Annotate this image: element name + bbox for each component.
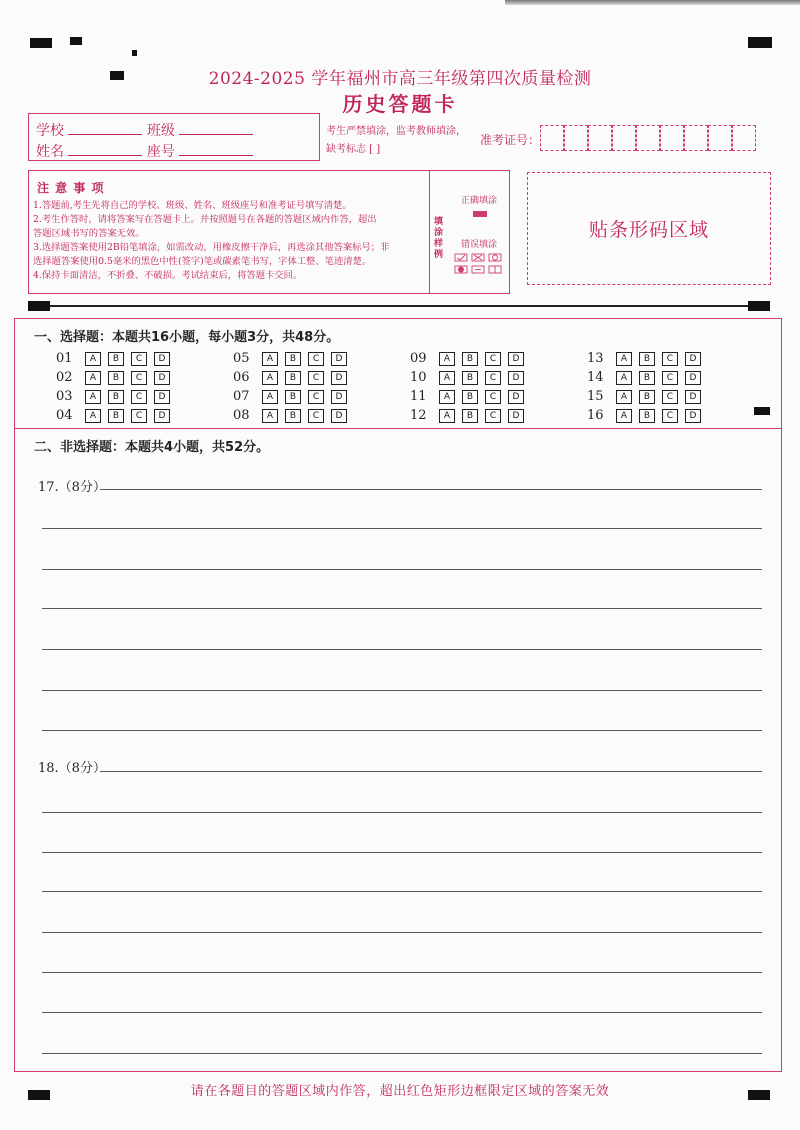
option-b[interactable]: B: [639, 390, 655, 404]
wrong-fill-label: 错误填涂: [461, 240, 498, 250]
answer-line[interactable]: [42, 972, 762, 973]
option-b[interactable]: B: [462, 390, 478, 404]
option-d[interactable]: D: [154, 352, 170, 366]
option-d[interactable]: D: [331, 390, 347, 404]
seat-field[interactable]: [179, 155, 253, 156]
option-d[interactable]: D: [508, 409, 524, 423]
notice-title: 注 意 事 项: [37, 181, 105, 195]
answer-line[interactable]: [42, 1053, 762, 1054]
answer-frame: [14, 318, 782, 1072]
option-a[interactable]: A: [262, 409, 278, 423]
option-a[interactable]: A: [439, 409, 455, 423]
choice-question: 01 A B C D: [56, 351, 233, 366]
choice-grid: [56, 351, 756, 423]
answer-line[interactable]: [42, 932, 762, 933]
notice-item: 3.选择题答案使用2B铅笔填涂，如需改动，用橡皮擦干净后，再选涂其他答案标号；非: [33, 242, 390, 253]
scan-edge-line: [505, 0, 800, 5]
notice-item: 选择题答案使用0.5毫米的黑色中性(签字)笔或碳素笔书写，字体工整、笔迹清楚。: [33, 256, 372, 267]
registration-mark: [30, 38, 52, 48]
option-a[interactable]: A: [262, 390, 278, 404]
answer-line[interactable]: [42, 690, 762, 691]
option-c[interactable]: C: [131, 371, 147, 385]
choice-question: 08 A B C D: [233, 408, 410, 423]
answer-line[interactable]: [42, 1012, 762, 1013]
sheet-subtitle: 历史答题卡: [342, 92, 458, 116]
option-b[interactable]: B: [285, 390, 301, 404]
footer-warning: 请在各题目的答题区域内作答，超出红色矩形边框限定区域的答案无效: [190, 1084, 610, 1099]
choice-question: 12 A B C D: [410, 408, 587, 423]
wrong-fill-samples: [453, 253, 505, 281]
option-c[interactable]: C: [662, 352, 678, 366]
option-c[interactable]: C: [485, 390, 501, 404]
option-b[interactable]: B: [285, 371, 301, 385]
notice-item: 2.考生作答时，请将答案写在答题卡上。并按照题号在各题的答题区域内作答，超出: [33, 214, 377, 225]
choice-question: 09 A B C D: [410, 351, 587, 366]
exam-id-grid[interactable]: [540, 125, 756, 151]
registration-mark: [748, 1090, 770, 1100]
option-c[interactable]: C: [485, 352, 501, 366]
sample-divider: [429, 171, 430, 293]
registration-mark: [754, 407, 770, 415]
notice-item: 1.答题前,考生先将自己的学校、班级、姓名、班级座号和准考证号填写清楚。: [33, 200, 352, 211]
option-c[interactable]: C: [131, 409, 147, 423]
seat-label: 座号: [146, 144, 175, 160]
choice-section-title: 一、选择题：本题共16小题，每小题3分，共48分。: [34, 330, 340, 345]
option-c[interactable]: C: [308, 409, 324, 423]
answer-line[interactable]: [42, 891, 762, 892]
sample-vertical-label: 填涂样例: [434, 217, 444, 260]
option-b[interactable]: B: [639, 409, 655, 423]
option-a[interactable]: A: [85, 409, 101, 423]
choice-question: 14 A B C D: [587, 370, 756, 385]
proctor-note: 考生严禁填涂，监考教师填涂， 缺考标志 [ ]: [326, 126, 466, 155]
option-c[interactable]: C: [131, 352, 147, 366]
option-c[interactable]: C: [485, 409, 501, 423]
nonchoice-section-title: 二、非选择题：本题共4小题，共52分。: [34, 440, 270, 455]
option-b[interactable]: B: [639, 371, 655, 385]
barcode-area: [527, 172, 771, 285]
exam-title: 2024-2025 学年福州市高三年级第四次质量检测: [208, 69, 592, 89]
absent-mark[interactable]: 缺考标志 [ ]: [326, 144, 381, 155]
option-c[interactable]: C: [662, 390, 678, 404]
correct-fill-sample: [473, 211, 487, 217]
answer-line[interactable]: [42, 649, 762, 650]
option-b[interactable]: B: [108, 390, 124, 404]
option-d[interactable]: D: [331, 409, 347, 423]
option-a[interactable]: A: [616, 371, 632, 385]
choice-question: 07 A B C D: [233, 389, 410, 404]
question-17-label: 17.（8分）: [38, 480, 106, 495]
option-b[interactable]: B: [285, 352, 301, 366]
option-d[interactable]: D: [685, 409, 701, 423]
option-d[interactable]: D: [508, 352, 524, 366]
choice-question: 16 A B C D: [587, 408, 756, 423]
option-a[interactable]: A: [262, 352, 278, 366]
choice-question: 06 A B C D: [233, 370, 410, 385]
registration-mark: [70, 37, 82, 45]
option-a[interactable]: A: [439, 352, 455, 366]
option-c[interactable]: C: [308, 390, 324, 404]
answer-line[interactable]: [42, 528, 762, 529]
choice-question: 05 A B C D: [233, 351, 410, 366]
answer-line[interactable]: [42, 812, 762, 813]
answer-line[interactable]: [42, 569, 762, 570]
student-info-box: [28, 113, 320, 161]
choice-question: 02 A B C D: [56, 370, 233, 385]
class-field[interactable]: [179, 134, 253, 135]
option-a[interactable]: A: [439, 371, 455, 385]
registration-mark: [28, 301, 50, 311]
name-label: 姓名: [36, 144, 64, 160]
option-b[interactable]: B: [639, 352, 655, 366]
choice-question: 04 A B C D: [56, 408, 233, 423]
choice-question: 03 A B C D: [56, 389, 233, 404]
option-c[interactable]: C: [662, 371, 678, 385]
choice-question: 11 A B C D: [410, 389, 587, 404]
option-a[interactable]: A: [262, 371, 278, 385]
option-d[interactable]: D: [331, 352, 347, 366]
option-c[interactable]: C: [131, 390, 147, 404]
option-b[interactable]: B: [462, 352, 478, 366]
option-a[interactable]: A: [85, 352, 101, 366]
name-field[interactable]: [68, 155, 142, 156]
school-field[interactable]: [68, 134, 142, 135]
answer-line[interactable]: [42, 608, 762, 609]
option-b[interactable]: B: [285, 409, 301, 423]
answer-line[interactable]: [100, 771, 762, 772]
choice-question: 13 A B C D: [587, 351, 756, 366]
notice-item: 答题区域书写的答案无效。: [33, 228, 145, 239]
option-a[interactable]: A: [616, 390, 632, 404]
option-d[interactable]: D: [685, 352, 701, 366]
option-d[interactable]: D: [508, 371, 524, 385]
option-c[interactable]: C: [485, 371, 501, 385]
option-c[interactable]: C: [662, 409, 678, 423]
option-d[interactable]: D: [154, 371, 170, 385]
option-b[interactable]: B: [108, 352, 124, 366]
section-divider: [14, 428, 782, 429]
barcode-label: 贴条形码区域: [588, 219, 709, 241]
option-a[interactable]: A: [616, 409, 632, 423]
exam-id-label: 准考证号：: [480, 133, 541, 147]
separator-line: [50, 305, 748, 307]
answer-line[interactable]: [42, 730, 762, 731]
option-c[interactable]: C: [308, 371, 324, 385]
registration-mark: [748, 37, 772, 48]
answer-line[interactable]: [42, 852, 762, 853]
option-d[interactable]: D: [685, 371, 701, 385]
notice-item: 4.保持卡面清洁，不折叠、不破损。考试结束后，将答题卡交回。: [33, 270, 303, 281]
notice-box: [28, 170, 510, 294]
option-d[interactable]: D: [154, 409, 170, 423]
option-d[interactable]: D: [154, 390, 170, 404]
registration-mark: [748, 301, 770, 311]
option-b[interactable]: B: [462, 409, 478, 423]
option-b[interactable]: B: [108, 371, 124, 385]
option-a[interactable]: A: [85, 371, 101, 385]
option-d[interactable]: D: [685, 390, 701, 404]
option-a[interactable]: A: [85, 390, 101, 404]
registration-mark: [132, 50, 137, 56]
question-18-label: 18.（8分）: [38, 761, 106, 776]
school-label: 学校: [36, 123, 64, 139]
class-label: 班级: [146, 123, 175, 139]
choice-question: 10 A B C D: [410, 370, 587, 385]
option-d[interactable]: D: [508, 390, 524, 404]
choice-question: 15 A B C D: [587, 389, 756, 404]
answer-line[interactable]: [100, 489, 762, 490]
option-c[interactable]: C: [308, 352, 324, 366]
option-a[interactable]: A: [616, 352, 632, 366]
option-b[interactable]: B: [108, 409, 124, 423]
option-b[interactable]: B: [462, 371, 478, 385]
correct-fill-label: 正确填涂: [461, 196, 498, 206]
option-a[interactable]: A: [439, 390, 455, 404]
option-d[interactable]: D: [331, 371, 347, 385]
